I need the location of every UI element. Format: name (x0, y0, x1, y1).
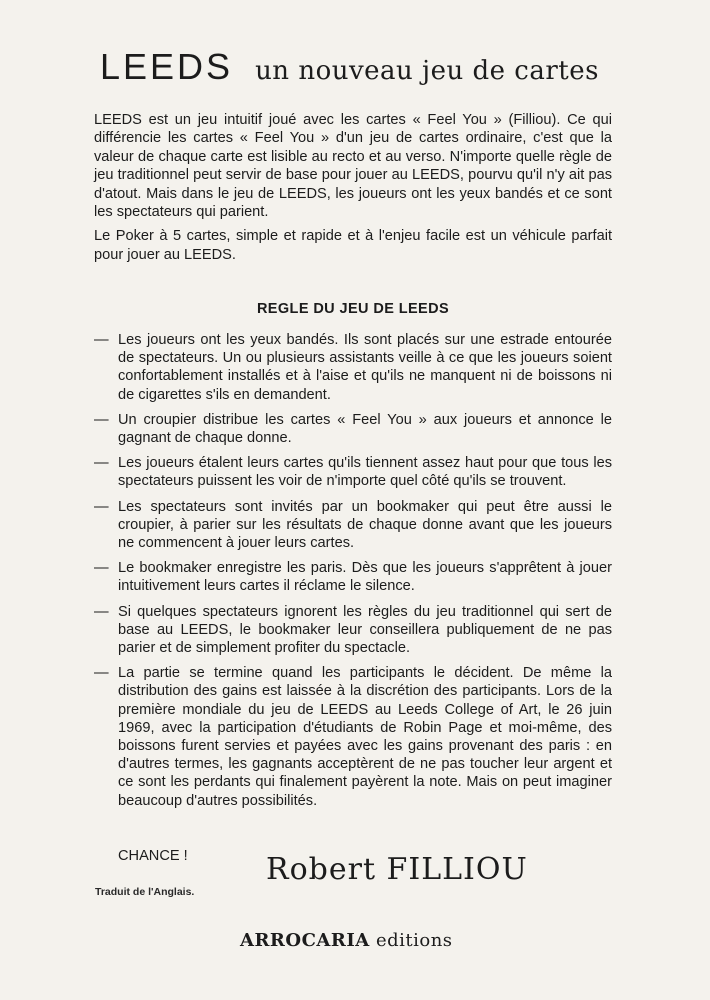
rule-item (94, 664, 612, 810)
intro-section (94, 111, 612, 270)
translation-note: Traduit de l'Anglais. (95, 886, 195, 898)
title-subtitle: un nouveau jeu de cartes (255, 56, 599, 86)
publisher-suffix: editions (375, 930, 453, 951)
dash-bullet: — (94, 332, 109, 348)
rule-text: Les joueurs étalent leurs cartes qu'ils tiennent assez haut pour que tous les spectateurs puissent les voir de n'importe quel côté qu'ils se trouvent. (118, 455, 612, 490)
dash-bullet: — (94, 603, 109, 620)
rule-text: Si quelques spectateurs ignorent les règles du jeu traditionnel qui sert de base au LEEDS, le bookmaker leur conseillera publiquement de ne pas parier et de simplement profiter du spectacle. (118, 603, 612, 657)
author-signature: Robert FILLIOU (266, 852, 528, 887)
dash-bullet: — (94, 560, 109, 577)
rule-item (94, 454, 612, 490)
rule-item (94, 498, 612, 553)
rule-item (94, 559, 612, 595)
intro-paragraph-2: Le Poker à 5 cartes, simple et rapide et à l'enjeu facile est un véhicule parfait pour jouer au LEEDS. (94, 228, 612, 263)
rule-text: Les joueurs ont les yeux bandés. Ils sont placés sur une estrade entourée de spectateurs. Un ou plusieurs assistants veille à ce que les joueurs soient confortablement installés et à l'aise et qu'ils ne manquent ni de boissons ni de cigarettes s'ils en demandent. (118, 332, 612, 403)
document-title (100, 46, 620, 88)
dash-bullet: — (94, 411, 109, 428)
rule-text: Le bookmaker enregistre les paris. Dès que les joueurs s'apprêtent à jouer intuitivement leurs cartes il réclame le silence. (118, 560, 612, 595)
rule-text: Un croupier distribue les cartes « Feel You » aux joueurs et annonce le gagnant de chaque donne. (118, 411, 612, 447)
rules-heading: REGLE DU JEU DE LEEDS (256, 301, 450, 317)
rule-text: La partie se termine quand les participants le décident. De même la distribution des gains est laissée à la discrétion des participants. Lors de la première mondiale du jeu de LEEDS au Leeds College of Art, le 26 juin 1969, avec la participation d'étudiants de Robin Page et moi-même, des boissons furent servies et payées avec les gains provenant des paris : en d'autres termes, les gagnants acceptèrent de ne pas toucher leur argent et ce sont les perdants qui finalement payèrent la note. Mais on peut imaginer beaucoup d'autres possibilités. (118, 665, 612, 809)
publisher-line (240, 930, 453, 951)
chance-text: CHANCE ! (118, 848, 188, 864)
dash-bullet: — (94, 665, 109, 682)
title-main: LEEDS (100, 46, 234, 87)
intro-paragraph-1: LEEDS est un jeu intuitif joué avec les cartes « Feel You » (Filliou). Ce qui différencie les cartes « Feel You » d'un jeu de cartes ordinaire, c'est que la valeur de chaque carte est lisible au recto et au verso. N'importe quelle règle de jeu traditionnel peut servir de base pour jouer au LEEDS, pourvu qu'il n'y ait pas d'atout. Mais dans le jeu de LEEDS, les joueurs ont les yeux bandés et ce sont les spectateurs qui parient. (94, 112, 612, 221)
publisher-name: ARROCARIA (240, 930, 370, 951)
dash-bullet: — (94, 455, 109, 472)
rule-item (94, 603, 612, 658)
rule-item (94, 331, 612, 404)
rules-list (94, 331, 612, 817)
rule-text: Les spectateurs sont invités par un bookmaker qui peut être aussi le croupier, à parier sur les résultats de chaque donne avant que les joueurs ne commencent à jouer leurs cartes. (118, 498, 612, 552)
dash-bullet: — (94, 498, 109, 515)
rule-item (94, 411, 612, 447)
